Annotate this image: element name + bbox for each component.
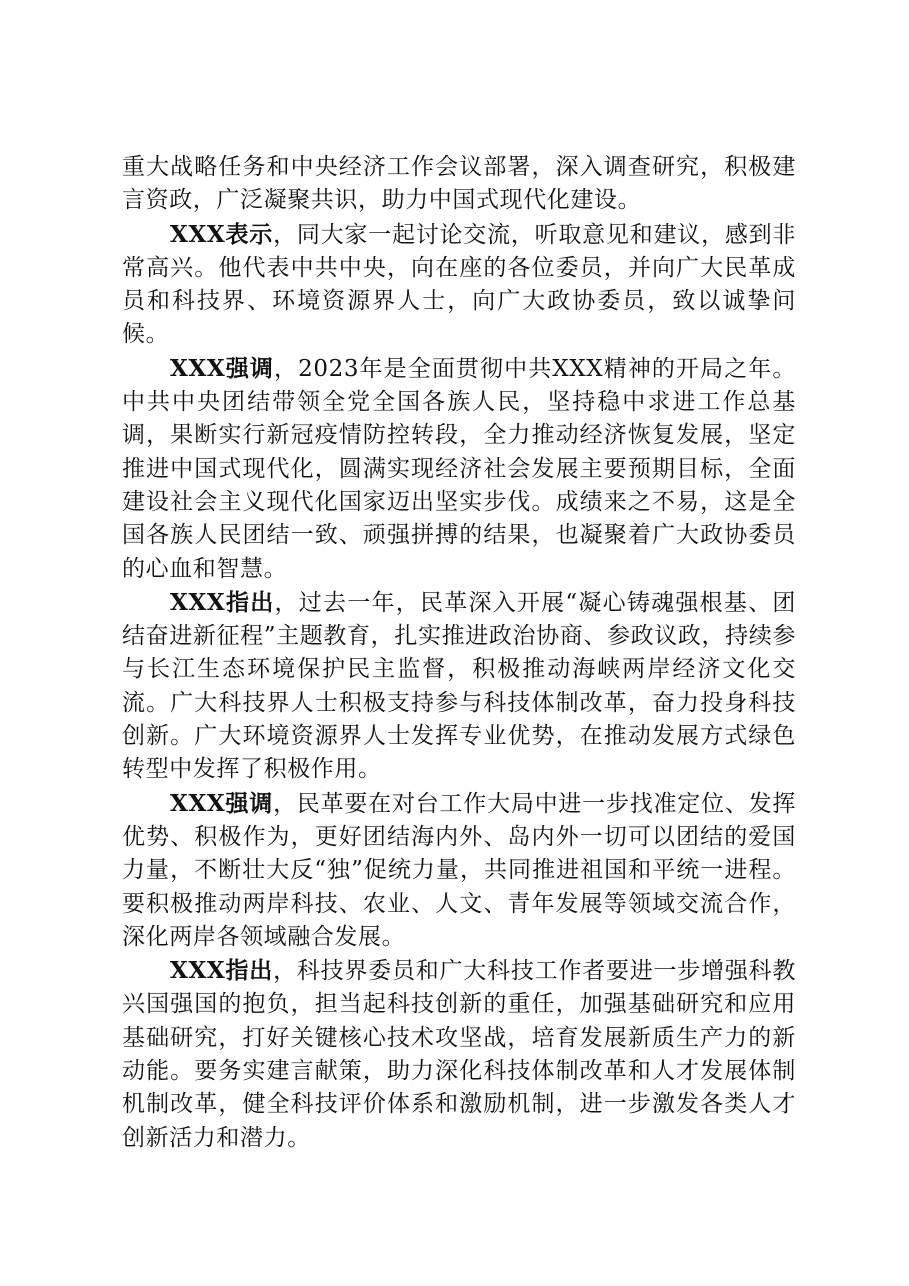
paragraph-text: ，同大家一起讨论交流，听取意见和建议，感到非常高兴。他代表中共中央，向在座的各位委员，并向广大民革成员和科技界、环境资源界人士，向广大政协委员，致以诚挚问候。 <box>122 221 796 348</box>
paragraph-5 <box>122 787 796 954</box>
paragraph-6 <box>122 954 796 1155</box>
paragraph-lead: XXX表示 <box>170 220 274 248</box>
paragraph-lead: XXX指出 <box>170 957 274 985</box>
paragraph-text: ，过去一年，民革深入开展“凝心铸魂强根基、团结奋进新征程”主题教育，扎实推进政治协商、参政议政，持续参与长江生态环境保护民主监督，积极推动海峡两岸经济文化交流。广大科技界人士积极支持参与科技体制改革，奋力投身科技创新。广大环境资源界人士发挥专业优势，在推动发展方式绿色转型中发挥了积极作用。 <box>122 589 796 783</box>
paragraph-lead: XXX指出 <box>170 588 275 616</box>
paragraph-1 <box>122 150 796 218</box>
paragraph-text: 重大战略任务和中央经济工作会议部署，深入调查研究，积极建言资政，广泛凝聚共识，助力中国式现代化建设。 <box>122 154 796 214</box>
paragraph-text: ，民革要在对台工作大局中进一步找准定位、发挥优势、积极作为，更好团结海内外、岛内外一切可以团结的爱国力量，不断壮大反“独”促统力量，共同推进祖国和平统一进程。要积极推动两岸科技、农业、人文、青年发展等领域交流合作，深化两岸各领域融合发展。 <box>122 790 796 950</box>
document-body <box>122 150 796 1155</box>
paragraph-lead: XXX强调 <box>170 354 275 382</box>
paragraph-lead: XXX强调 <box>170 789 274 817</box>
paragraph-4 <box>122 586 796 787</box>
paragraph-3 <box>122 352 796 586</box>
paragraph-text: ，科技界委员和广大科技工作者要进一步增强科教兴国强国的抱负，担当起科技创新的重任，加强基础研究和应用基础研究，打好关键核心技术攻坚战，培育发展新质生产力的新动能。要务实建言献策，助力深化科技体制改革和人才发展体制机制改革，健全科技评价体系和激励机制，进一步激发各类人才创新活力和潜力。 <box>122 958 796 1151</box>
paragraph-text: ，2023年是全面贯彻中共XXX精神的开局之年。中共中央团结带领全党全国各族人民，坚持稳中求进工作总基调，果断实行新冠疫情防控转段，全力推动经济恢复发展，坚定推进中国式现代化，圆满实现经济社会发展主要预期目标，全面建设社会主义现代化国家迈出坚实步伐。成绩来之不易，这是全国各族人民团结一致、顽强拼搏的结果，也凝聚着广大政协委员的心血和智慧。 <box>122 355 796 582</box>
paragraph-2 <box>122 218 796 352</box>
